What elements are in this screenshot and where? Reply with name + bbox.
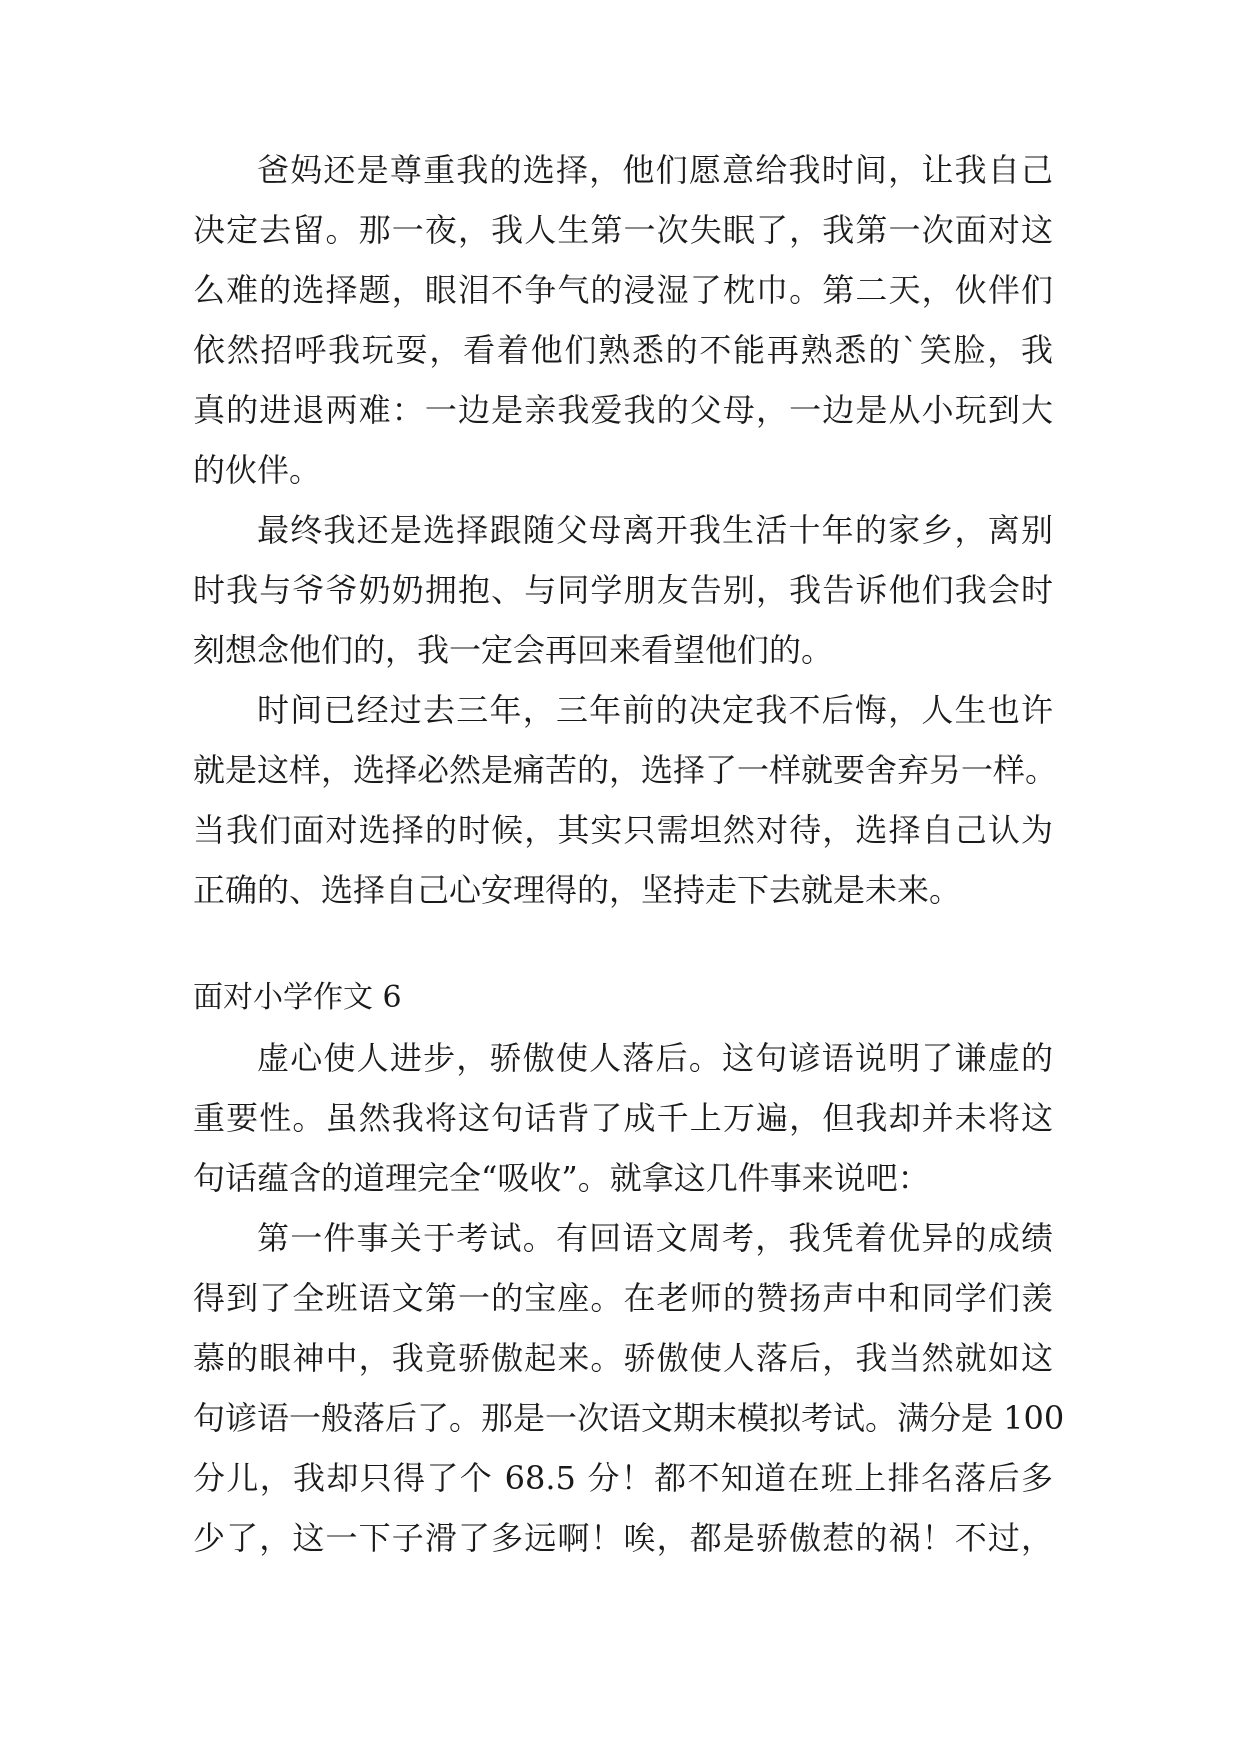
text-line: 爸妈还是尊重我的选择，他们愿意给我时间，让我自己 bbox=[257, 151, 1053, 189]
text-line: 第一件事关于考试。有回语文周考，我凭着优异的成绩 bbox=[257, 1219, 1053, 1257]
text-line: 么难的选择题，眼泪不争气的浸湿了枕巾。第二天，伙伴们 bbox=[193, 271, 1053, 309]
text-line: 重要性。虽然我将这句话背了成千上万遍，但我却并未将这 bbox=[193, 1099, 1053, 1137]
text-line: 真的进退两难：一边是亲我爱我的父母，一边是从小玩到大 bbox=[193, 391, 1053, 429]
text-line: 少了，这一下子滑了多远啊！唉，都是骄傲惹的祸！不过， bbox=[193, 1519, 1053, 1557]
text-line: 虚心使人进步，骄傲使人落后。这句谚语说明了谦虚的 bbox=[257, 1039, 1053, 1077]
text-line: 分儿，我却只得了个 68.5 分！都不知道在班上排名落后多 bbox=[193, 1459, 1053, 1497]
text-line: 决定去留。那一夜，我人生第一次失眠了，我第一次面对这 bbox=[193, 211, 1053, 249]
text-line: 正确的、选择自己心安理得的，坚持走下去就是未来。 bbox=[193, 871, 962, 909]
text-line: 得到了全班语文第一的宝座。在老师的赞扬声中和同学们羡 bbox=[193, 1279, 1053, 1317]
text-line: 句话蕴含的道理完全“吸收”。就拿这几件事来说吧： bbox=[193, 1159, 930, 1197]
text-line: 依然招呼我玩耍，看着他们熟悉的不能再熟悉的`笑脸，我 bbox=[193, 331, 1053, 369]
text-line: 时我与爷爷奶奶拥抱、与同学朋友告别，我告诉他们我会时 bbox=[193, 571, 1053, 609]
text-line: 最终我还是选择跟随父母离开我生活十年的家乡，离别 bbox=[257, 511, 1053, 549]
text-line: 时间已经过去三年，三年前的决定我不后悔，人生也许 bbox=[257, 691, 1053, 729]
text-line: 慕的眼神中，我竟骄傲起来。骄傲使人落后，我当然就如这 bbox=[193, 1339, 1053, 1377]
text-line: 当我们面对选择的时候，其实只需坦然对待，选择自己认为 bbox=[193, 811, 1053, 849]
text-line: 句谚语一般落后了。那是一次语文期末模拟考试。满分是 100 bbox=[193, 1399, 1065, 1437]
text-line: 的伙伴。 bbox=[193, 451, 322, 489]
section-heading: 面对小学作文 6 bbox=[193, 980, 402, 1015]
text-line: 刻想念他们的，我一定会再回来看望他们的。 bbox=[193, 631, 834, 669]
text-line: 就是这样，选择必然是痛苦的，选择了一样就要舍弃另一样。 bbox=[193, 751, 1058, 789]
